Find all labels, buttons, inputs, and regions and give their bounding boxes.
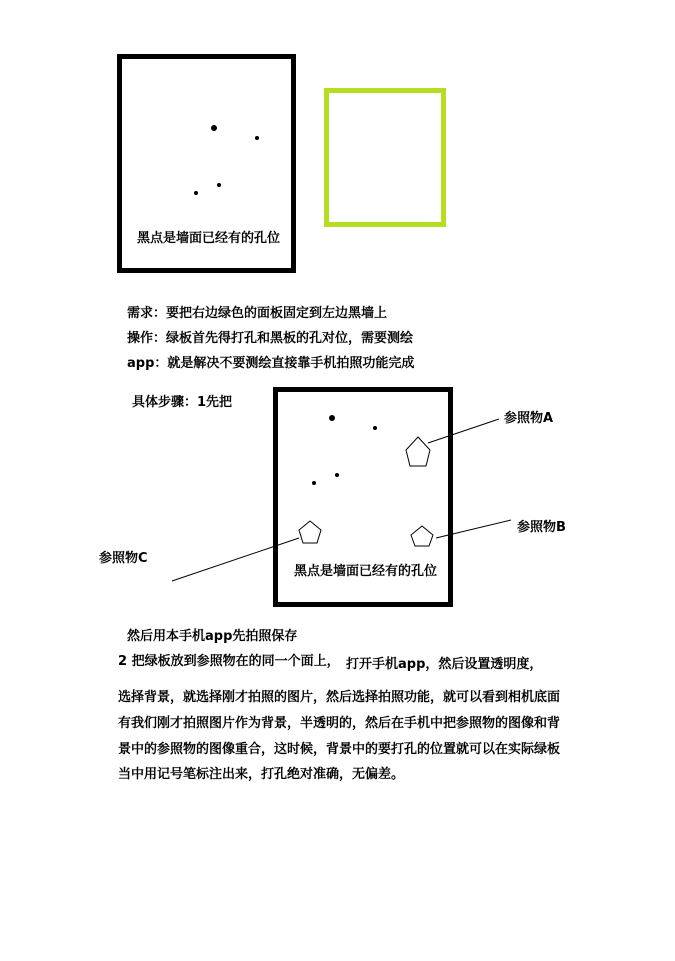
pointer-line-b [436, 520, 511, 538]
requirement-text: 需求：要把右边绿色的面板固定到左边黑墙上 [127, 306, 388, 321]
paragraph-line-1: 选择背景，就选择刚才拍照的图片，然后选择拍照功能，就可以看到相机底面 [118, 690, 561, 705]
paragraph-line-3: 景中的参照物的图像重合，这时候，背景中的要打孔的位置就可以在实际绿板 [118, 742, 561, 757]
step-text-2b: 打开手机app，然后设置透明度， [346, 657, 543, 672]
pentagon-reference-b [411, 526, 433, 546]
pointer-line-a [428, 419, 499, 443]
reference-label-b: 参照物B [517, 520, 566, 535]
wall-caption-1: 黑点是墙面已经有的孔位 [137, 231, 281, 246]
reference-label-c: 参照物C [99, 551, 148, 566]
pointer-line-c [172, 538, 299, 581]
pentagon-reference-c [299, 521, 321, 543]
app-text: app：就是解决不要测绘直接靠手机拍照功能完成 [127, 356, 415, 371]
operation-text: 操作：绿板首先得打孔和黑板的孔对位，需要测绘 [127, 331, 414, 346]
steps-text: 具体步骤：1先把 [132, 395, 233, 410]
paragraph-line-2: 有我们刚才拍照图片作为背景，半透明的，然后在手机中把参照物的图像和背 [118, 716, 561, 731]
reference-label-a: 参照物A [504, 411, 554, 426]
paragraph-line-4: 当中用记号笔标注出来，打孔绝对准确，无偏差。 [118, 767, 405, 782]
pentagon-reference-a [406, 437, 430, 466]
wall-caption-2: 黑点是墙面已经有的孔位 [294, 564, 438, 579]
step-text-1: 然后用本手机app先拍照保存 [127, 629, 298, 644]
step-text-2a: 2 把绿板放到参照物在的同一个面上， [118, 654, 340, 669]
